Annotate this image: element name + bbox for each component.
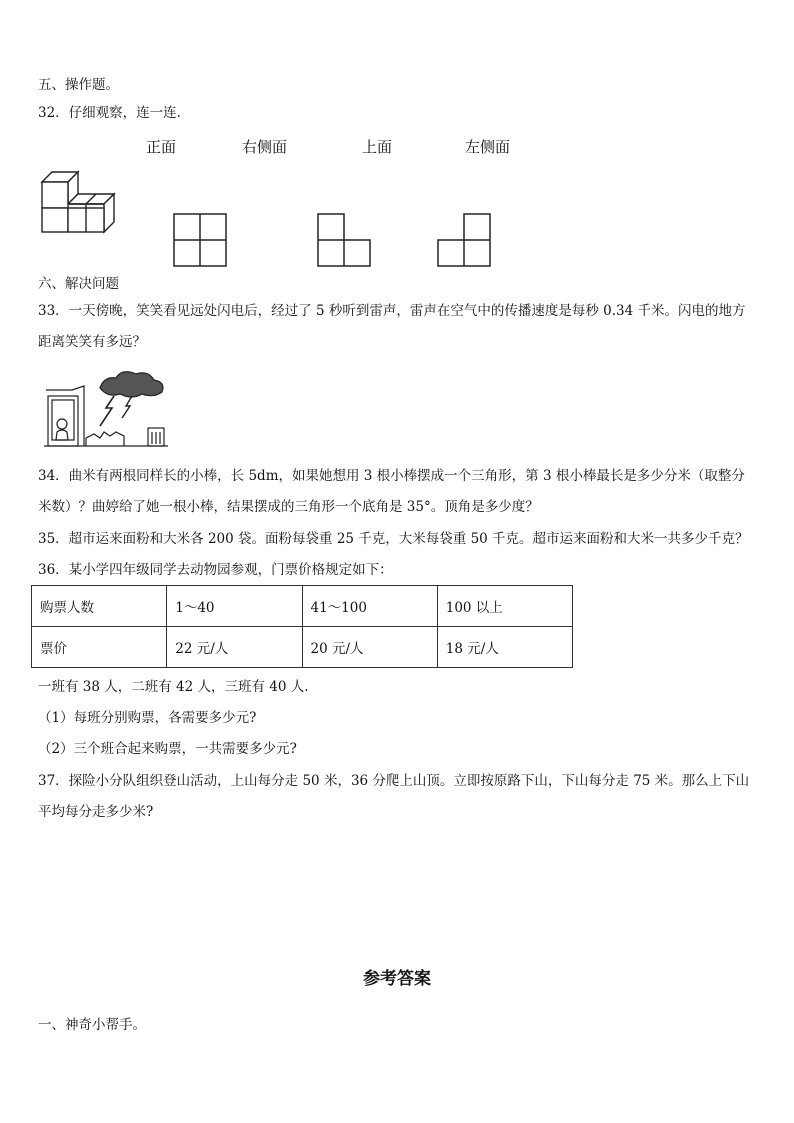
q36-intro: 36．某小学四年级同学去动物园参观，门票价格规定如下： [38, 562, 393, 578]
q36-classes: 一班有 38 人，二班有 42 人，三班有 40 人. [38, 679, 309, 695]
table-row [32, 586, 573, 627]
ticket-price-table [31, 585, 573, 668]
view-label-front: 正面 [146, 138, 177, 156]
table-cell: 票价 [32, 627, 167, 668]
view-label-left: 左侧面 [465, 138, 511, 156]
q34-line1: 34．曲米有两根同样长的小棒，长 5dm，如果她想用 3 根小棒摆成一个三角形，第 3 根小棒最长是多少分米（取整分 [38, 468, 745, 484]
table-cell: 1～40 [167, 586, 302, 627]
thunderstorm-illustration [44, 366, 168, 448]
cube-stack-figure [38, 170, 128, 234]
view-shape-l-left [317, 213, 371, 267]
q37-line2: 平均每分走多少米? [38, 804, 154, 820]
q32-text: 32．仔细观察，连一连. [38, 105, 181, 121]
view-label-right: 右侧面 [242, 138, 288, 156]
answers-section1: 一、神奇小帮手。 [38, 1017, 146, 1033]
view-label-top: 上面 [362, 138, 393, 156]
table-cell: 购票人数 [32, 586, 167, 627]
section6-heading: 六、解决问题 [38, 276, 119, 292]
section5-heading: 五、操作题。 [38, 77, 119, 93]
q34-line2: 米数）？曲婷给了她一根小棒，结果摆成的三角形一个底角是 35°。顶角是多少度？ [38, 499, 539, 515]
answers-title: 参考答案 [363, 969, 431, 989]
table-cell: 100 以上 [437, 586, 572, 627]
table-cell: 41～100 [302, 586, 437, 627]
view-shape-l-right [437, 213, 491, 267]
q37-line1: 37．探险小分队组织登山活动，上山每分走 50 米，36 分爬上山顶。立即按原路下山，下山每分走 75 米。那么上下山 [38, 773, 750, 789]
view-shape-square [173, 213, 227, 267]
q33-line2: 距离笑笑有多远？ [38, 334, 146, 350]
q36-sub1: （1）每班分别购票，各需要多少元? [38, 710, 257, 726]
table-cell: 22 元/人 [167, 627, 302, 668]
q36-sub2: （2）三个班合起来购票，一共需要多少元? [38, 741, 297, 757]
table-row [32, 627, 573, 668]
table-cell: 18 元/人 [437, 627, 572, 668]
q33-line1: 33．一天傍晚，笑笑看见远处闪电后，经过了 5 秒听到雷声，雷声在空气中的传播速度是每秒 0.34 千米。闪电的地方 [38, 303, 746, 319]
table-cell: 20 元/人 [302, 627, 437, 668]
q35-text: 35．超市运来面粉和大米各 200 袋。面粉每袋重 25 千克，大米每袋重 50 千克。超市运来面粉和大米一共多少千克？ [38, 531, 749, 547]
